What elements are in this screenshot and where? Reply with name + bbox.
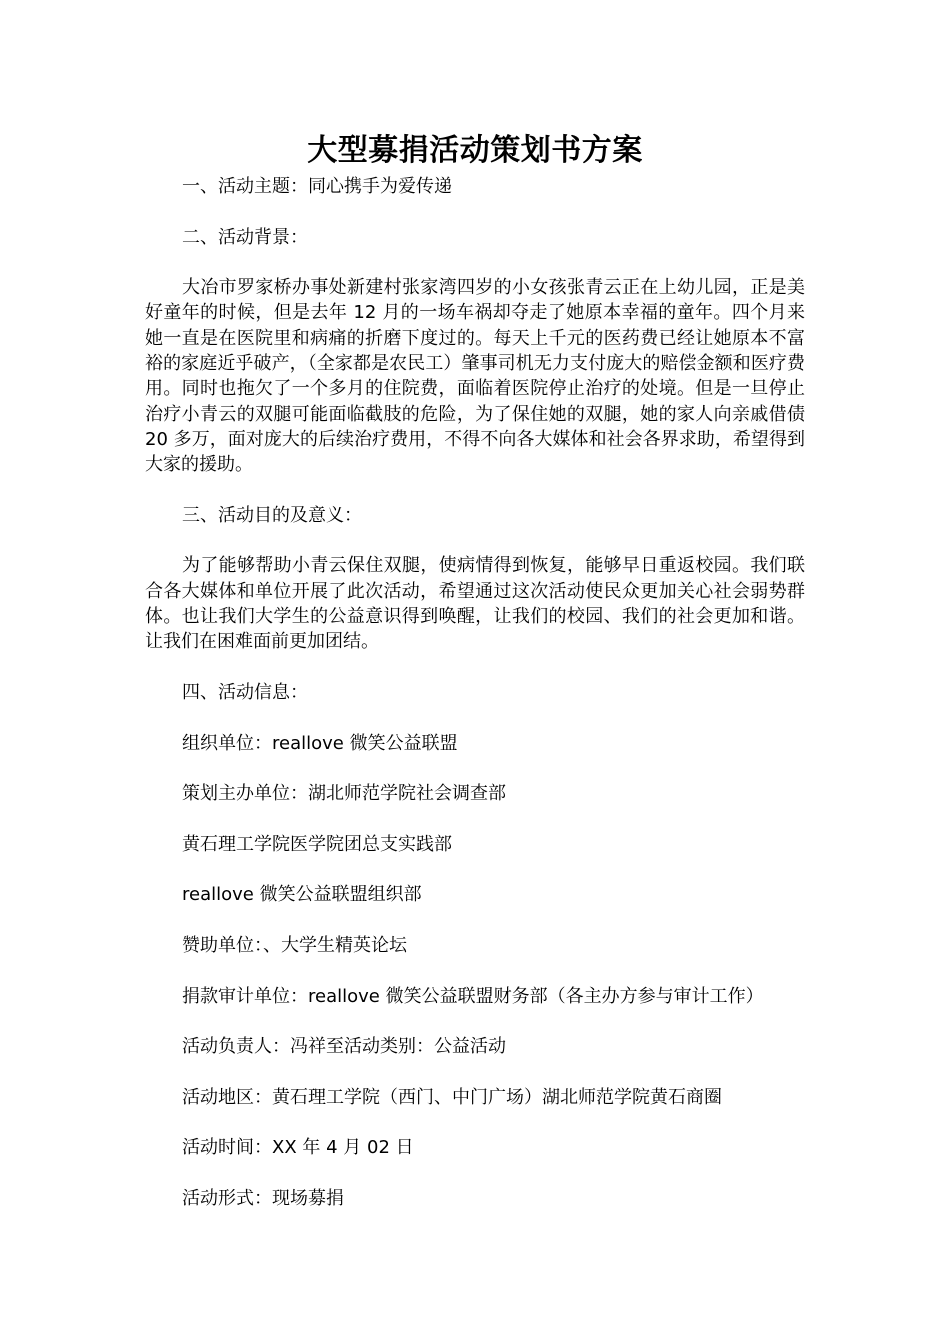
info-line-organizer: 组织单位：reallove 微笑公益联盟	[182, 732, 458, 754]
document-title: 大型募捐活动策划书方案	[307, 133, 643, 168]
info-line-leader: 活动负责人：冯祥至活动类别：公益活动	[182, 1036, 506, 1058]
purpose-heading: 三、活动目的及意义：	[182, 504, 362, 526]
info-line-format: 活动形式：现场募捐	[182, 1187, 344, 1209]
info-line-cohost-medical: 黄石理工学院医学院团总支实践部	[182, 833, 452, 855]
document-page	[145, 128, 805, 1211]
background-heading: 二、活动背景：	[182, 226, 308, 248]
theme-line: 一、活动主题：同心携手为爱传递	[182, 176, 452, 197]
info-line-host: 策划主办单位：湖北师范学院社会调查部	[182, 783, 506, 805]
info-line-location: 活动地区：黄石理工学院（西门、中门广场）湖北师范学院黄石商圈	[182, 1086, 722, 1108]
background-paragraph: 大冶市罗家桥办事处新建村张家湾四岁的小女孩张青云正在上幼儿园，正是美好童年的时候，但是去年 12 月的一场车祸却夺走了她原本幸福的童年。四个月来她一直是在医院里和病痛的折磨下度过的。每天上千元的医药费已经让她原本不富裕的家庭近乎破产，（全家都是农民工）肇事司机无力支付庞大的赔偿金额和医疗费用。同时也拖欠了一个多月的住院费，面临着医院停止治疗的处境。但是一旦停止治疗小青云的双腿可能面临截肢的危险，为了保住她的双腿，她的家人向亲戚借债 20 多万，面对庞大的后续治疗费用，不得不向各大媒体和社会各界求助，希望得到大家的援助。	[145, 277, 805, 476]
info-heading: 四、活动信息：	[182, 681, 308, 703]
purpose-paragraph: 为了能够帮助小青云保住双腿，使病情得到恢复，能够早日重返校园。我们联合各大媒体和单位开展了此次活动，希望通过这次活动使民众更加关心社会弱势群体。也让我们大学生的公益意识得到唤醒，让我们的校园、我们的社会更加和谐。让我们在困难面前更加团结。	[145, 555, 805, 653]
info-line-sponsor: 赞助单位：、大学生精英论坛	[182, 934, 407, 956]
info-line-date: 活动时间：XX 年 4 月 02 日	[182, 1137, 414, 1159]
info-line-cohost-org: reallove 微笑公益联盟组织部	[182, 884, 422, 906]
info-line-audit: 捐款审计单位：reallove 微笑公益联盟财务部（各主办方参与审计工作）	[182, 985, 764, 1007]
